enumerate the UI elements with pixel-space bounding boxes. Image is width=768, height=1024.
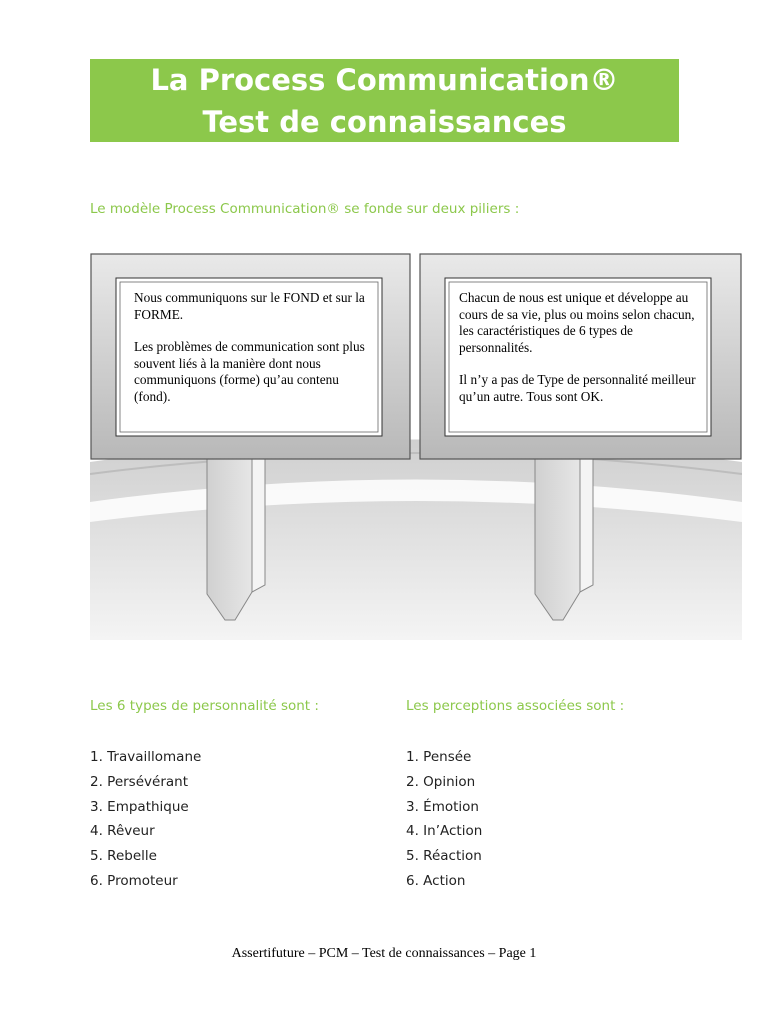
list-item: 1. Pensée — [406, 749, 472, 765]
list-item: 6. Promoteur — [90, 872, 178, 889]
list-item: 4. Rêveur — [90, 823, 155, 840]
types-list — [90, 745, 201, 894]
list-item: 2. Persévérant — [90, 773, 188, 790]
list-item: 3. Émotion — [406, 798, 479, 815]
list-item: 2. Opinion — [406, 773, 476, 790]
right-sign-text — [459, 290, 699, 421]
title-line-2: Test de connaissances — [202, 105, 567, 139]
types-heading: Les 6 types de personnalité sont : — [90, 698, 319, 714]
right-sign-paragraph-1: Chacun de nous est unique et développe au cours de sa vie, plus ou moins selon chacun, les caractéristiques de 6 types de personnalités. — [459, 290, 695, 355]
title-line-1: La Process Communication® — [150, 63, 619, 97]
list-item: 3. Empathique — [90, 798, 189, 815]
list-item: 4. In’Action — [406, 823, 483, 840]
list-item: 5. Réaction — [406, 848, 482, 865]
left-sign-paragraph-1: Nous communiquons sur le FOND et sur la FORME. — [134, 290, 365, 322]
list-item: 6. Action — [406, 872, 466, 889]
right-sign-paragraph-2: Il n’y a pas de Type de personnalité meilleur qu’un autre. Tous sont OK. — [459, 372, 696, 404]
title-banner — [90, 59, 679, 142]
page-footer: Assertifuture – PCM – Test de connaissances – Page 1 — [231, 946, 537, 961]
left-sign-paragraph-2: Les problèmes de communication sont plus souvent liés à la manière dont nous communiquons (forme) qu’au contenu (fond). — [134, 339, 365, 404]
left-sign-text — [134, 290, 370, 421]
perceptions-list — [406, 745, 482, 894]
list-item: 1. Travaillomane — [90, 749, 202, 765]
ground-band — [90, 440, 742, 641]
perceptions-heading: Les perceptions associées sont : — [406, 698, 625, 714]
intro-text: Le modèle Process Communication® se fonde sur deux piliers : — [90, 201, 520, 217]
list-item: 5. Rebelle — [90, 848, 157, 865]
